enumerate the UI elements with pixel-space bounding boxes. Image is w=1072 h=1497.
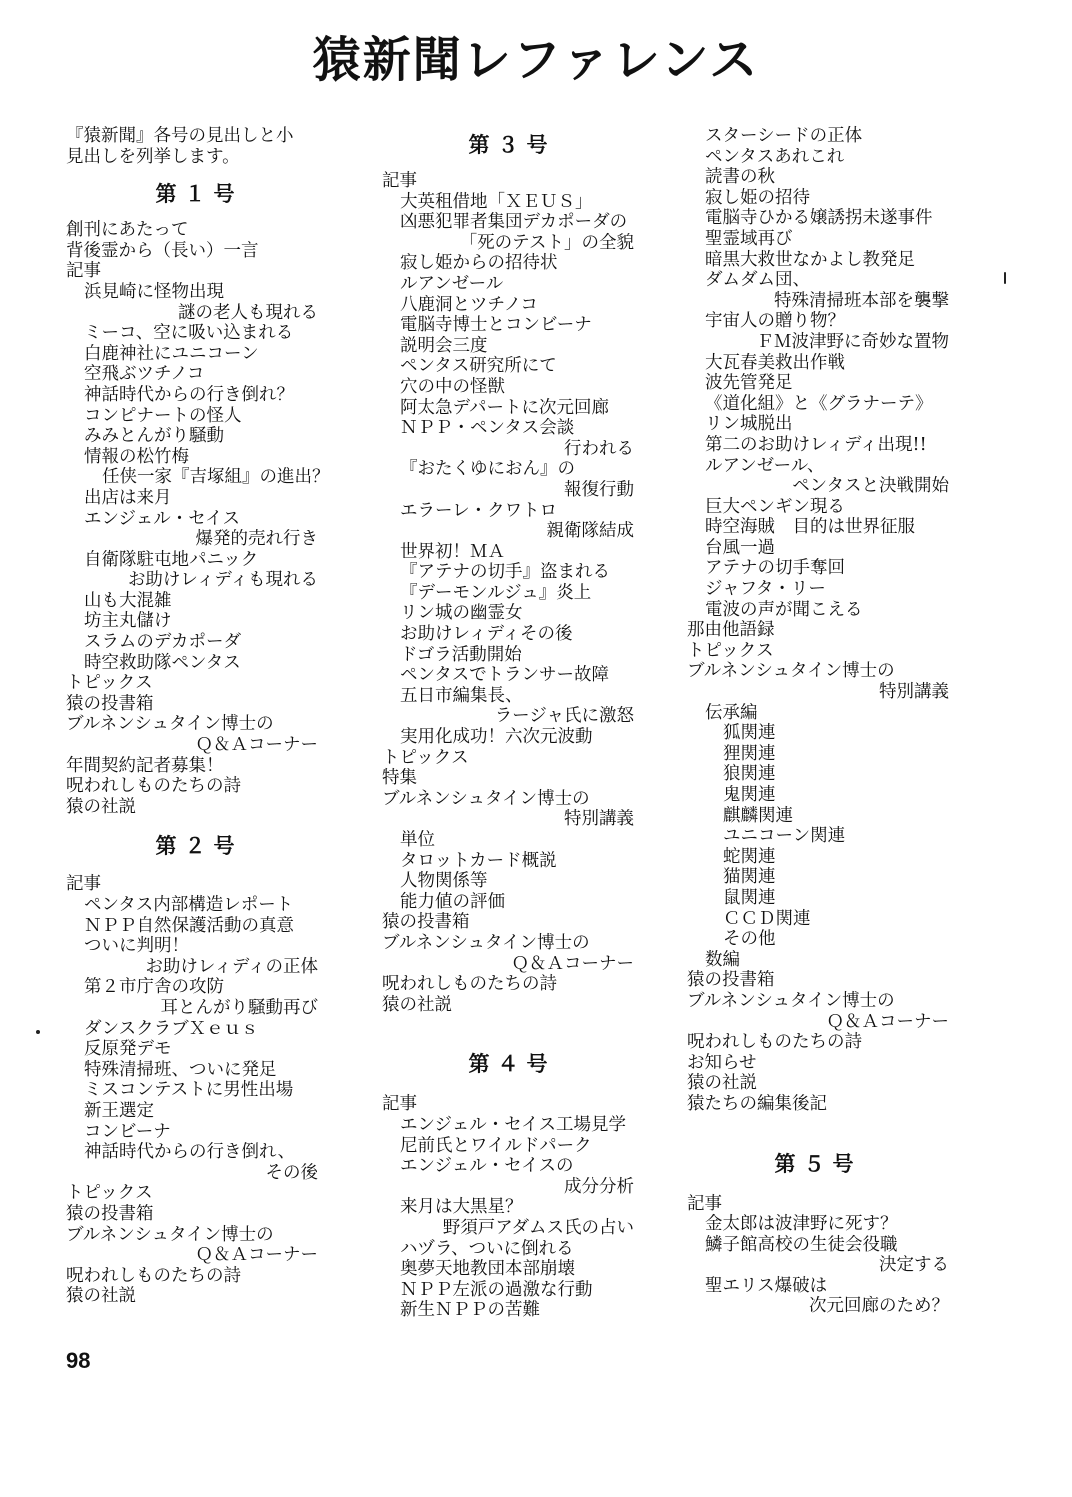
list-item: タロットカード概説 <box>400 850 557 871</box>
list-item: 読書の秋 <box>705 167 775 188</box>
list-item: ペンタス内部構造レポート <box>84 895 294 915</box>
list-item: 鼠関連 <box>723 887 776 908</box>
list-item: 世界初！ＭＡ <box>400 541 505 562</box>
issue-3-heading: 第３号 <box>468 132 556 157</box>
list-item: 特殊清掃班本部を襲撃 <box>774 290 949 311</box>
list-item: 次元回廊のため？ <box>809 1296 949 1317</box>
list-item: 成分分析 <box>564 1176 634 1197</box>
issue-5-heading: 第５号 <box>774 1150 862 1176</box>
list-item: 実用化成功！六次元波動 <box>400 727 593 748</box>
list-item: 聖霊域再び <box>705 228 793 249</box>
list-item: 奥夢天地教団本部崩壊 <box>400 1259 575 1280</box>
page-title: 猿新聞レファレンス <box>312 32 760 88</box>
list-item: 爆発的売れ行き <box>195 529 318 550</box>
list-item: 来月は大黒星？ <box>400 1197 523 1218</box>
section-label: 猿の社説 <box>687 1073 757 1094</box>
list-item: 猫関連 <box>723 867 776 888</box>
list-item: 大英租借地「ＸＥＵＳ」 <box>400 191 593 212</box>
subsection-label: 伝承編 <box>705 702 758 723</box>
section-label: 猿たちの編集後記 <box>687 1093 827 1114</box>
list-item: 時空海賊 目的は世界征服 <box>705 517 915 538</box>
scan-speck <box>36 1030 40 1034</box>
section-label: 記事 <box>66 874 101 895</box>
list-item: 新生ＮＰＰの苦難 <box>400 1300 540 1321</box>
list-item: 尼前氏とワイルドパーク <box>400 1135 592 1156</box>
list-item: その他 <box>723 929 776 950</box>
list-item: 寂し姫の招待 <box>705 187 810 208</box>
page-number: 98 <box>66 1348 91 1373</box>
list-item: 特別講義 <box>564 809 634 830</box>
list-item: 空飛ぶツチノコ <box>84 364 205 385</box>
column-3 <box>687 126 949 1317</box>
list-item: エンジェル・セイス工場見学 <box>400 1114 627 1135</box>
list-item: 凶悪犯罪者集団デカポーダの <box>400 212 628 233</box>
list-item: スターシードの正体 <box>705 126 863 146</box>
section-label: 那由他語録 <box>687 620 775 641</box>
list-item: 波先管発足 <box>705 373 793 394</box>
section-label: トピックス <box>66 673 153 694</box>
section-label: ブルネンシュタイン博士の <box>66 714 274 735</box>
list-item: 特殊清掃班、ついに発足 <box>84 1059 277 1080</box>
list-item: スラムのデカポーダ <box>84 632 241 653</box>
list-item: 説明会三度 <box>400 335 488 356</box>
section-label: 猿の投書箱 <box>66 693 154 714</box>
list-item: Ｑ＆Ａコーナー <box>195 735 318 756</box>
issue-2-heading: 第２号 <box>155 833 243 859</box>
list-item: 神話時代からの行き倒れ、 <box>84 1142 296 1163</box>
list-item: お助けレィディその後 <box>400 624 573 645</box>
list-item: 聖エリス爆破は <box>705 1275 828 1296</box>
intro-line: 見出しを列挙します。 <box>66 146 240 167</box>
list-item: エラーレ・クワトロ <box>400 500 558 521</box>
list-item: ＮＰＰ・ペンタス会談 <box>400 418 575 439</box>
list-item: 行われる <box>564 438 634 459</box>
list-item: ミーコ、空に吸い込まれる <box>84 323 294 344</box>
list-item: 野須戸アダムス氏の占い <box>442 1217 634 1238</box>
section-label: お知らせ <box>687 1052 757 1073</box>
list-item: 《道化組》と《グラナーテ》 <box>705 393 933 414</box>
section-label: 年間契約記者募集！ <box>66 755 224 776</box>
list-item: 『デーモンルジュ』炎上 <box>400 582 592 603</box>
subsection-label: 数編 <box>705 949 740 970</box>
list-item: 鬼関連 <box>723 785 776 805</box>
section-label: 猿の投書箱 <box>382 912 470 933</box>
issue-1-heading: 第１号 <box>155 181 243 207</box>
section-label: 記事 <box>382 171 417 191</box>
scan-speck <box>1004 272 1006 284</box>
list-item: ユニコーン関連 <box>723 826 846 847</box>
list-item: 人物関係等 <box>400 871 488 892</box>
list-item: 新王選定 <box>84 1100 154 1121</box>
list-item: ラージャ氏に激怒 <box>494 706 634 727</box>
list-item: 寂し姫からの招待状 <box>400 253 558 274</box>
list-item: 決定する <box>879 1255 949 1276</box>
section-label: 呪われしものたちの詩 <box>687 1032 862 1053</box>
list-item: 暗黒大救世なかよし教発足 <box>705 249 915 270</box>
list-item: ミスコンテストに男性出場 <box>84 1080 294 1101</box>
list-item: ＣＣＤ関連 <box>723 908 811 929</box>
list-item: 耳とんがり騒動再び <box>160 997 318 1018</box>
section-label: ブルネンシュタイン博士の <box>382 788 590 809</box>
list-item: 八鹿洞とツチノコ <box>400 294 538 315</box>
list-item: 『おたくゆにおん』の <box>400 459 575 480</box>
list-item: エンジェル・セイスの <box>400 1156 574 1177</box>
list-item: みみとんがり騒動 <box>84 426 224 447</box>
list-item: 第二のお助けレィディ出現!! <box>705 434 927 455</box>
list-item: 『アテナの切手』盗まれる <box>400 562 610 583</box>
list-item: 蛇関連 <box>723 846 776 867</box>
list-item: ルアンゼール、 <box>705 455 825 476</box>
list-item: 鱗子館高校の生徒会役職 <box>705 1234 898 1255</box>
section-label: ブルネンシュタイン博士の <box>687 661 895 682</box>
section-label: 特集 <box>382 768 417 789</box>
list-item: 山も大混雑 <box>84 590 172 611</box>
list-item: ドゴラ活動開始 <box>400 644 522 665</box>
list-item: 親衛隊結成 <box>546 521 634 542</box>
list-item: ＮＰＰ左派の過激な行動 <box>400 1279 593 1300</box>
list-item: ついに判明！ <box>84 936 189 957</box>
list-item: 阿太急デパートに次元回廊 <box>400 397 609 418</box>
list-item: 麒麟関連 <box>723 805 793 826</box>
list-item: 狸関連 <box>723 743 776 764</box>
list-item: ジャフタ・リー <box>705 579 826 600</box>
section-label: ブルネンシュタイン博士の <box>66 1224 274 1245</box>
list-item: Ｑ＆Ａコーナー <box>195 1245 318 1266</box>
list-item: リン城の幽霊女 <box>400 603 523 624</box>
list-item: ペンタスと決戦開始 <box>792 476 949 497</box>
section-label: 猿の社説 <box>66 1286 136 1307</box>
section-label: 記事 <box>66 261 101 282</box>
list-item: アテナの切手奪回 <box>705 558 845 579</box>
section-label: 記事 <box>382 1094 417 1115</box>
list-item: 自衛隊駐屯地パニック <box>84 549 259 570</box>
list-item: 謎の老人も現れる <box>178 302 318 323</box>
list-item: その後 <box>265 1162 318 1183</box>
list-item: 金太郎は波津野に死す？ <box>705 1214 898 1235</box>
section-label: 猿の投書箱 <box>66 1203 154 1224</box>
list-item: 大瓦春美救出作戦 <box>705 352 845 373</box>
list-item: 巨大ペンギン現る <box>705 496 845 517</box>
list-item: 宇宙人の贈り物？ <box>705 311 845 332</box>
list-item: コンビーナ <box>84 1121 171 1142</box>
list-item: 浜見崎に怪物出現 <box>84 281 224 302</box>
section-label: 猿の社説 <box>66 796 136 817</box>
list-item: 五日市編集長、 <box>400 685 523 706</box>
list-item: 電脳寺博士とコンビーナ <box>400 315 592 336</box>
list-item: 「死のテスト」の全貌 <box>459 232 634 253</box>
list-item: 任侠一家『吉塚組』の進出？ <box>102 467 330 488</box>
list-item: お助けレィディも現れる <box>127 570 318 591</box>
list-item: ダムダム団、 <box>705 270 810 291</box>
list-item: 第２市庁舎の攻防 <box>84 977 224 998</box>
column-2 <box>382 126 642 1321</box>
section-label: 猿の投書箱 <box>687 970 775 991</box>
section-label: 呪われしものたちの詩 <box>66 776 241 797</box>
section-label: トピックス <box>66 1183 153 1204</box>
list-item: ペンタスあれこれ <box>705 146 845 167</box>
list-item: 創刊にあたって <box>66 220 189 241</box>
list-item: 報復行動 <box>564 479 634 500</box>
list-item: Ｑ＆Ａコーナー <box>826 1011 949 1032</box>
section-label: トピックス <box>382 747 469 768</box>
list-item: お助けレィディの正体 <box>145 956 318 977</box>
list-item: 出店は来月 <box>84 487 172 508</box>
list-item: 狐関連 <box>723 723 776 744</box>
column-1 <box>66 126 332 1307</box>
list-item: ハヅラ、ついに倒れる <box>400 1238 574 1259</box>
list-item: 坊主丸儲け <box>84 611 172 632</box>
list-item: エンジェル・セイス <box>84 508 241 529</box>
list-item: 能力値の評価 <box>400 891 505 912</box>
list-item: 白鹿神社にユニコーン <box>84 343 259 364</box>
list-item: ルアンゼール <box>400 273 504 294</box>
section-label: 猿の社説 <box>382 994 452 1015</box>
list-item: 狼関連 <box>723 764 776 785</box>
section-label: 記事 <box>687 1193 722 1214</box>
list-item: ＦＭ波津野に奇妙な置物 <box>756 331 949 352</box>
list-item: 情報の松竹梅 <box>84 446 189 467</box>
list-item: 単位 <box>400 830 435 850</box>
list-item: ペンタスでトランサー故障 <box>400 665 609 686</box>
intro-line: 『猿新聞』各号の見出しと小 <box>66 126 294 146</box>
list-item: 電脳寺ひかる嬢誘拐未遂事件 <box>705 208 933 229</box>
list-item: 特別講義 <box>879 682 949 703</box>
list-item: 神話時代からの行き倒れ？ <box>84 384 294 405</box>
list-item: ダンスクラブＸｅｕｓ <box>84 1018 259 1039</box>
section-label: 呪われしものたちの詩 <box>382 974 557 995</box>
section-label: ブルネンシュタイン博士の <box>382 932 590 953</box>
section-label: トピックス <box>687 640 774 661</box>
list-item: ＮＰＰ自然保護活動の真意 <box>84 915 294 936</box>
list-item: Ｑ＆Ａコーナー <box>511 953 634 974</box>
list-item: 穴の中の怪獣 <box>400 376 505 397</box>
section-label: 呪われしものたちの詩 <box>66 1265 241 1286</box>
list-item: コンピナートの怪人 <box>84 405 242 426</box>
list-item: 電波の声が聞こえる <box>705 599 863 620</box>
list-item: 反原発デモ <box>84 1039 172 1060</box>
list-item: 台風一過 <box>705 537 775 558</box>
list-item: 時空救助隊ペンタス <box>84 652 241 673</box>
list-item: リン城脱出 <box>705 414 793 435</box>
issue-4-heading: 第４号 <box>468 1051 556 1077</box>
list-item: ペンタス研究所にて <box>400 356 557 377</box>
list-item: 背後霊から（長い）一言 <box>66 240 259 261</box>
section-label: ブルネンシュタイン博士の <box>687 990 895 1011</box>
